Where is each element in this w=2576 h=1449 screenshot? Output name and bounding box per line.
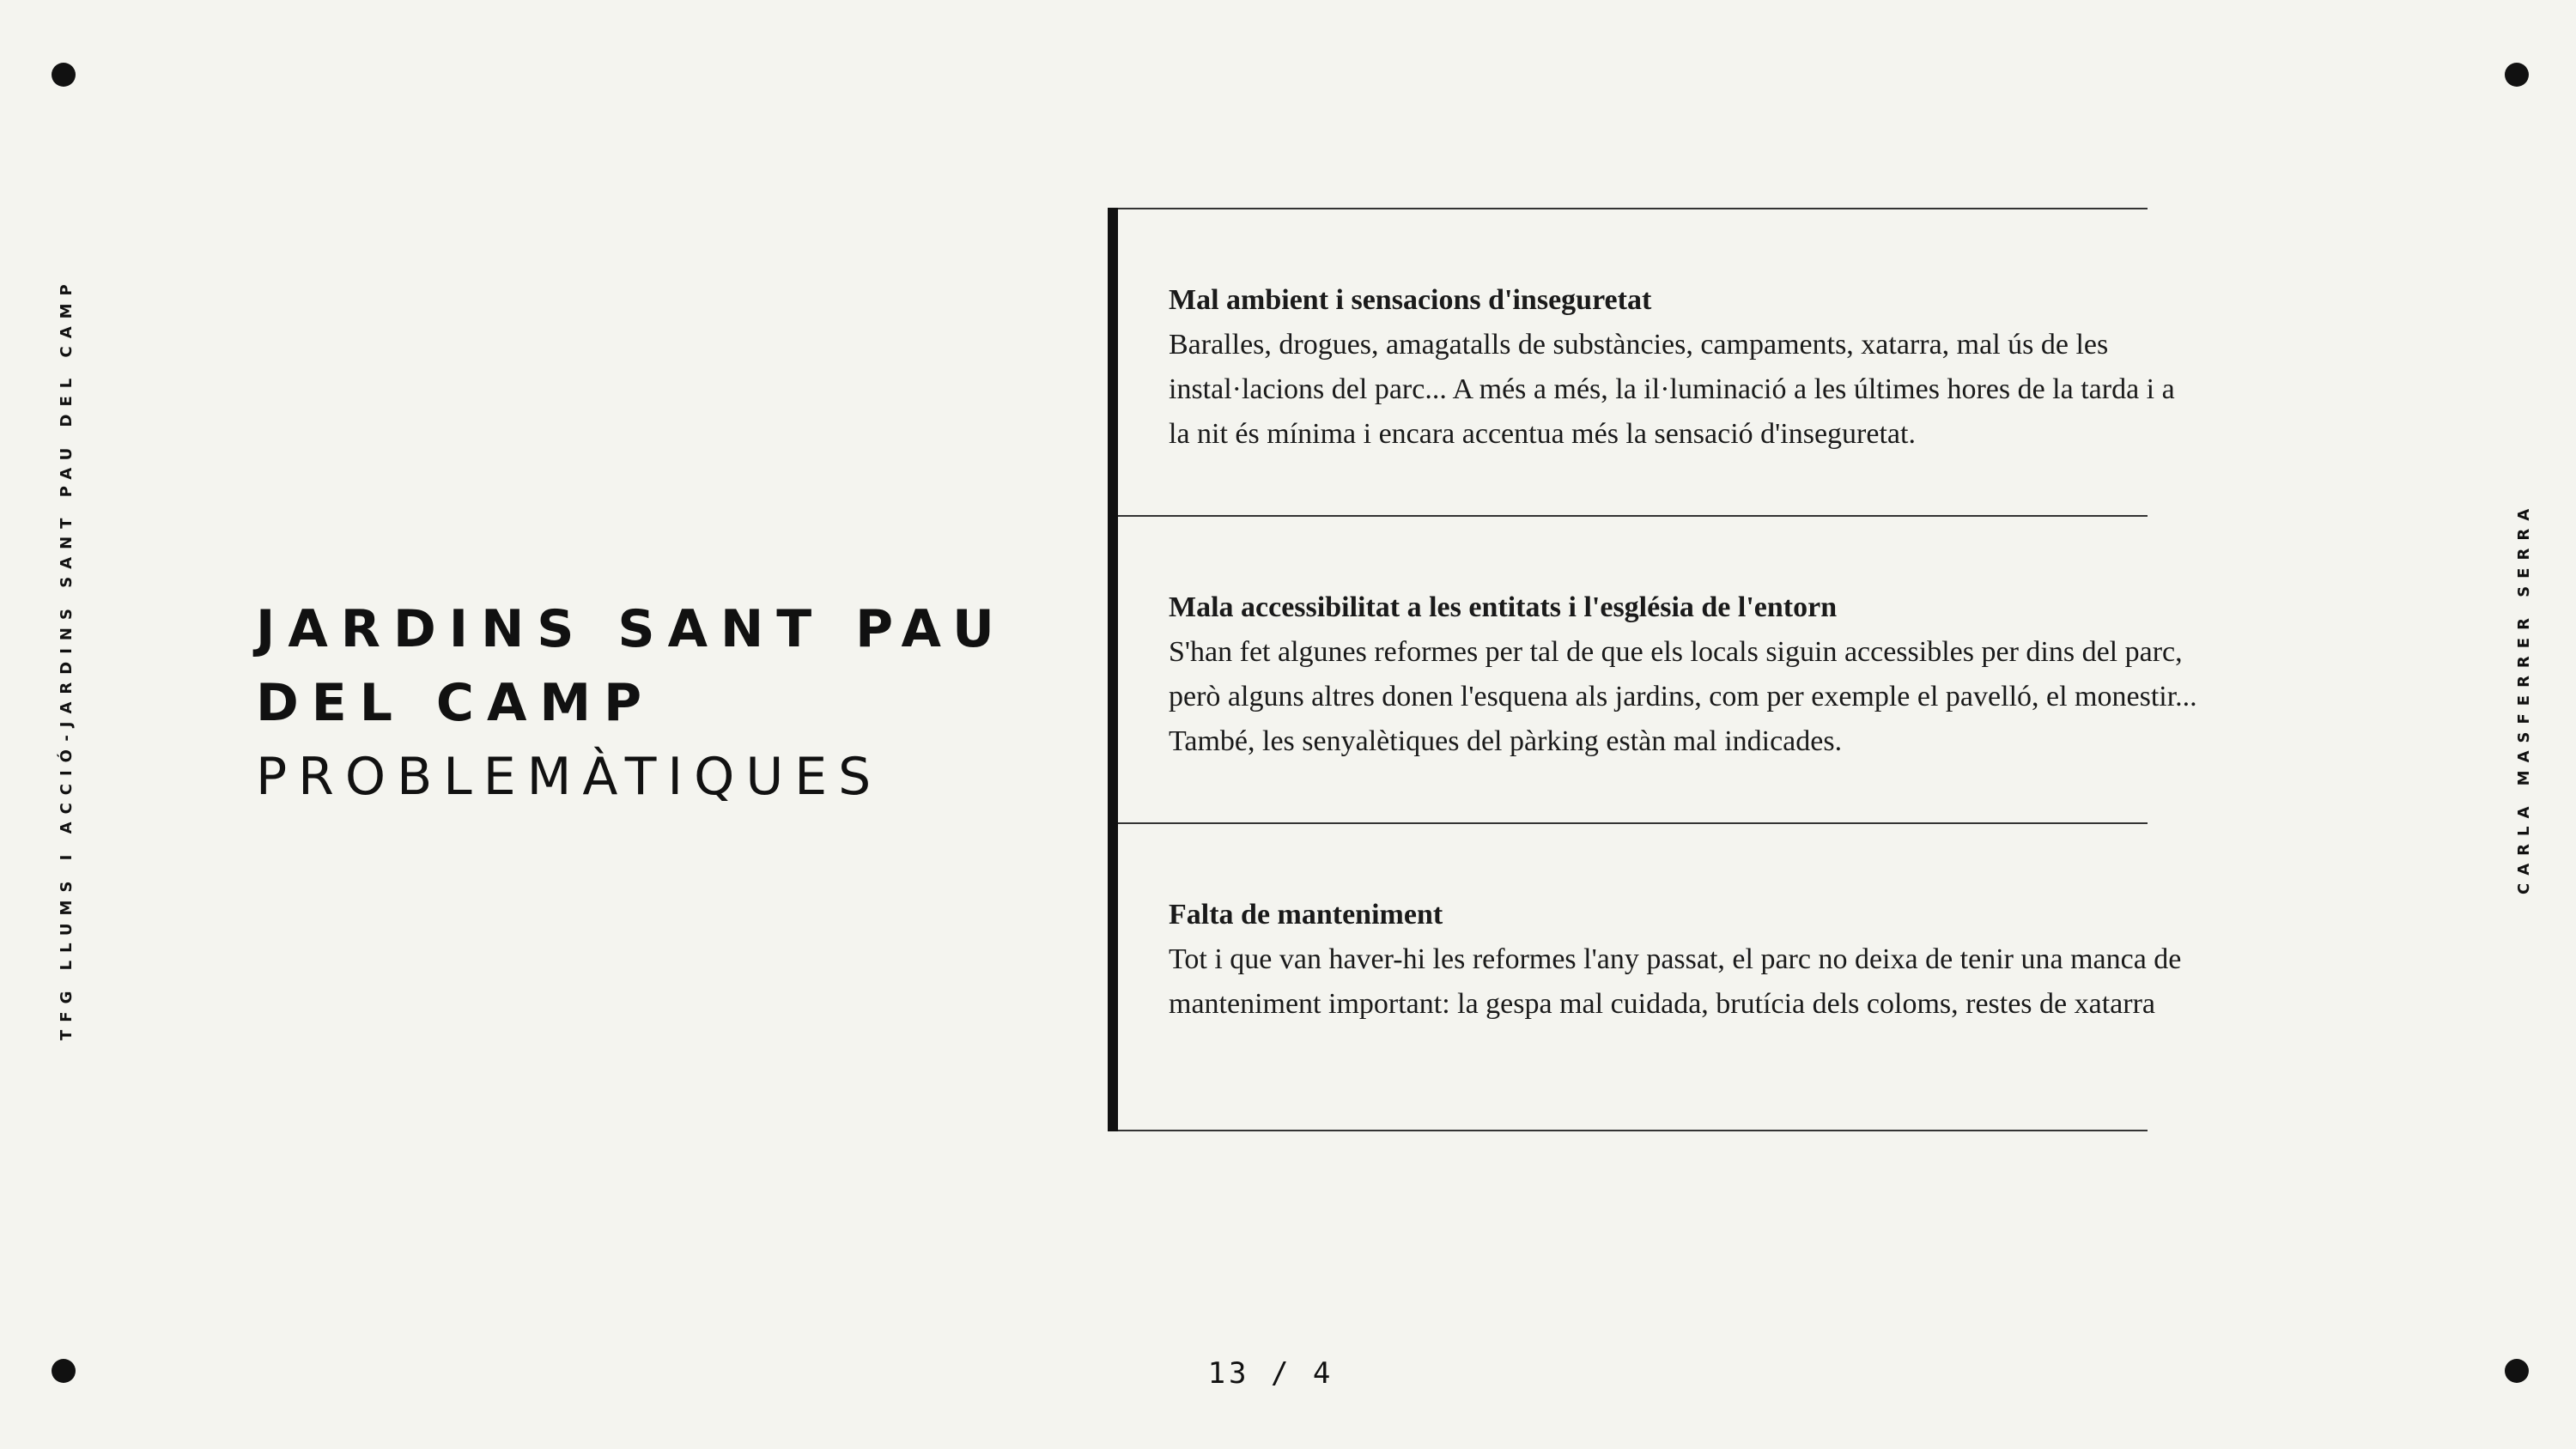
problem-heading: Mala accessibilitat a les entitats i l'església de l'entorn	[1169, 591, 1838, 623]
problem-heading: Mal ambient i sensacions d'inseguretat	[1169, 284, 1652, 316]
problem-row	[1118, 822, 2182, 1131]
problem-heading: Falta de manteniment	[1169, 899, 1443, 931]
title-line-2: DEL CAMP	[256, 673, 655, 733]
problem-row	[1118, 515, 2197, 822]
corner-dot-top-left	[52, 63, 76, 87]
corner-dot-bottom-right	[2505, 1359, 2529, 1383]
problem-text	[1169, 585, 2199, 764]
table-accent-bar	[1108, 208, 1118, 1131]
title-subtitle: PROBLEMÀTIQUES	[256, 747, 883, 807]
problem-body: Baralles, drogues, amagatalls de substàncies, campaments, xatarra, mal ús de les instal·lacions del parc... A més a més, la il·luminació a les últimes hores de la tarda i a la nit és mínima i encara accentua més la sensació d'inseguretat.	[1169, 329, 2175, 450]
problem-row	[1118, 208, 2175, 515]
side-label-author: CARLA MASFERRER SERRA	[2515, 500, 2533, 894]
corner-dot-bottom-left	[52, 1359, 76, 1383]
side-label-project: TFG LLUMS I ACCIÓ-JARDINS SANT PAU DEL CAMP	[58, 276, 76, 1040]
page-number: 13 / 4	[1207, 1356, 1334, 1391]
problem-text	[1169, 893, 2199, 1027]
problem-body: S'han fet algunes reformes per tal de que els locals siguin accessibles per dins del parc, però alguns altres donen l'esquena als jardins, com per exemple el pavelló, el monestir... També, les senyalètiques del pàrking estàn mal indicades.	[1169, 636, 2197, 757]
problems-table	[1108, 208, 2197, 1131]
title-line-1: JARDINS SANT PAU	[256, 599, 1007, 659]
corner-dot-top-right	[2505, 63, 2529, 87]
slide-title	[256, 592, 1080, 814]
problem-text	[1169, 278, 2199, 457]
problem-body: Tot i que van haver-hi les reformes l'any passat, el parc no deixa de tenir una manca de manteniment important: la gespa mal cuidada, brutícia dels coloms, restes de xatarra	[1169, 943, 2182, 1020]
